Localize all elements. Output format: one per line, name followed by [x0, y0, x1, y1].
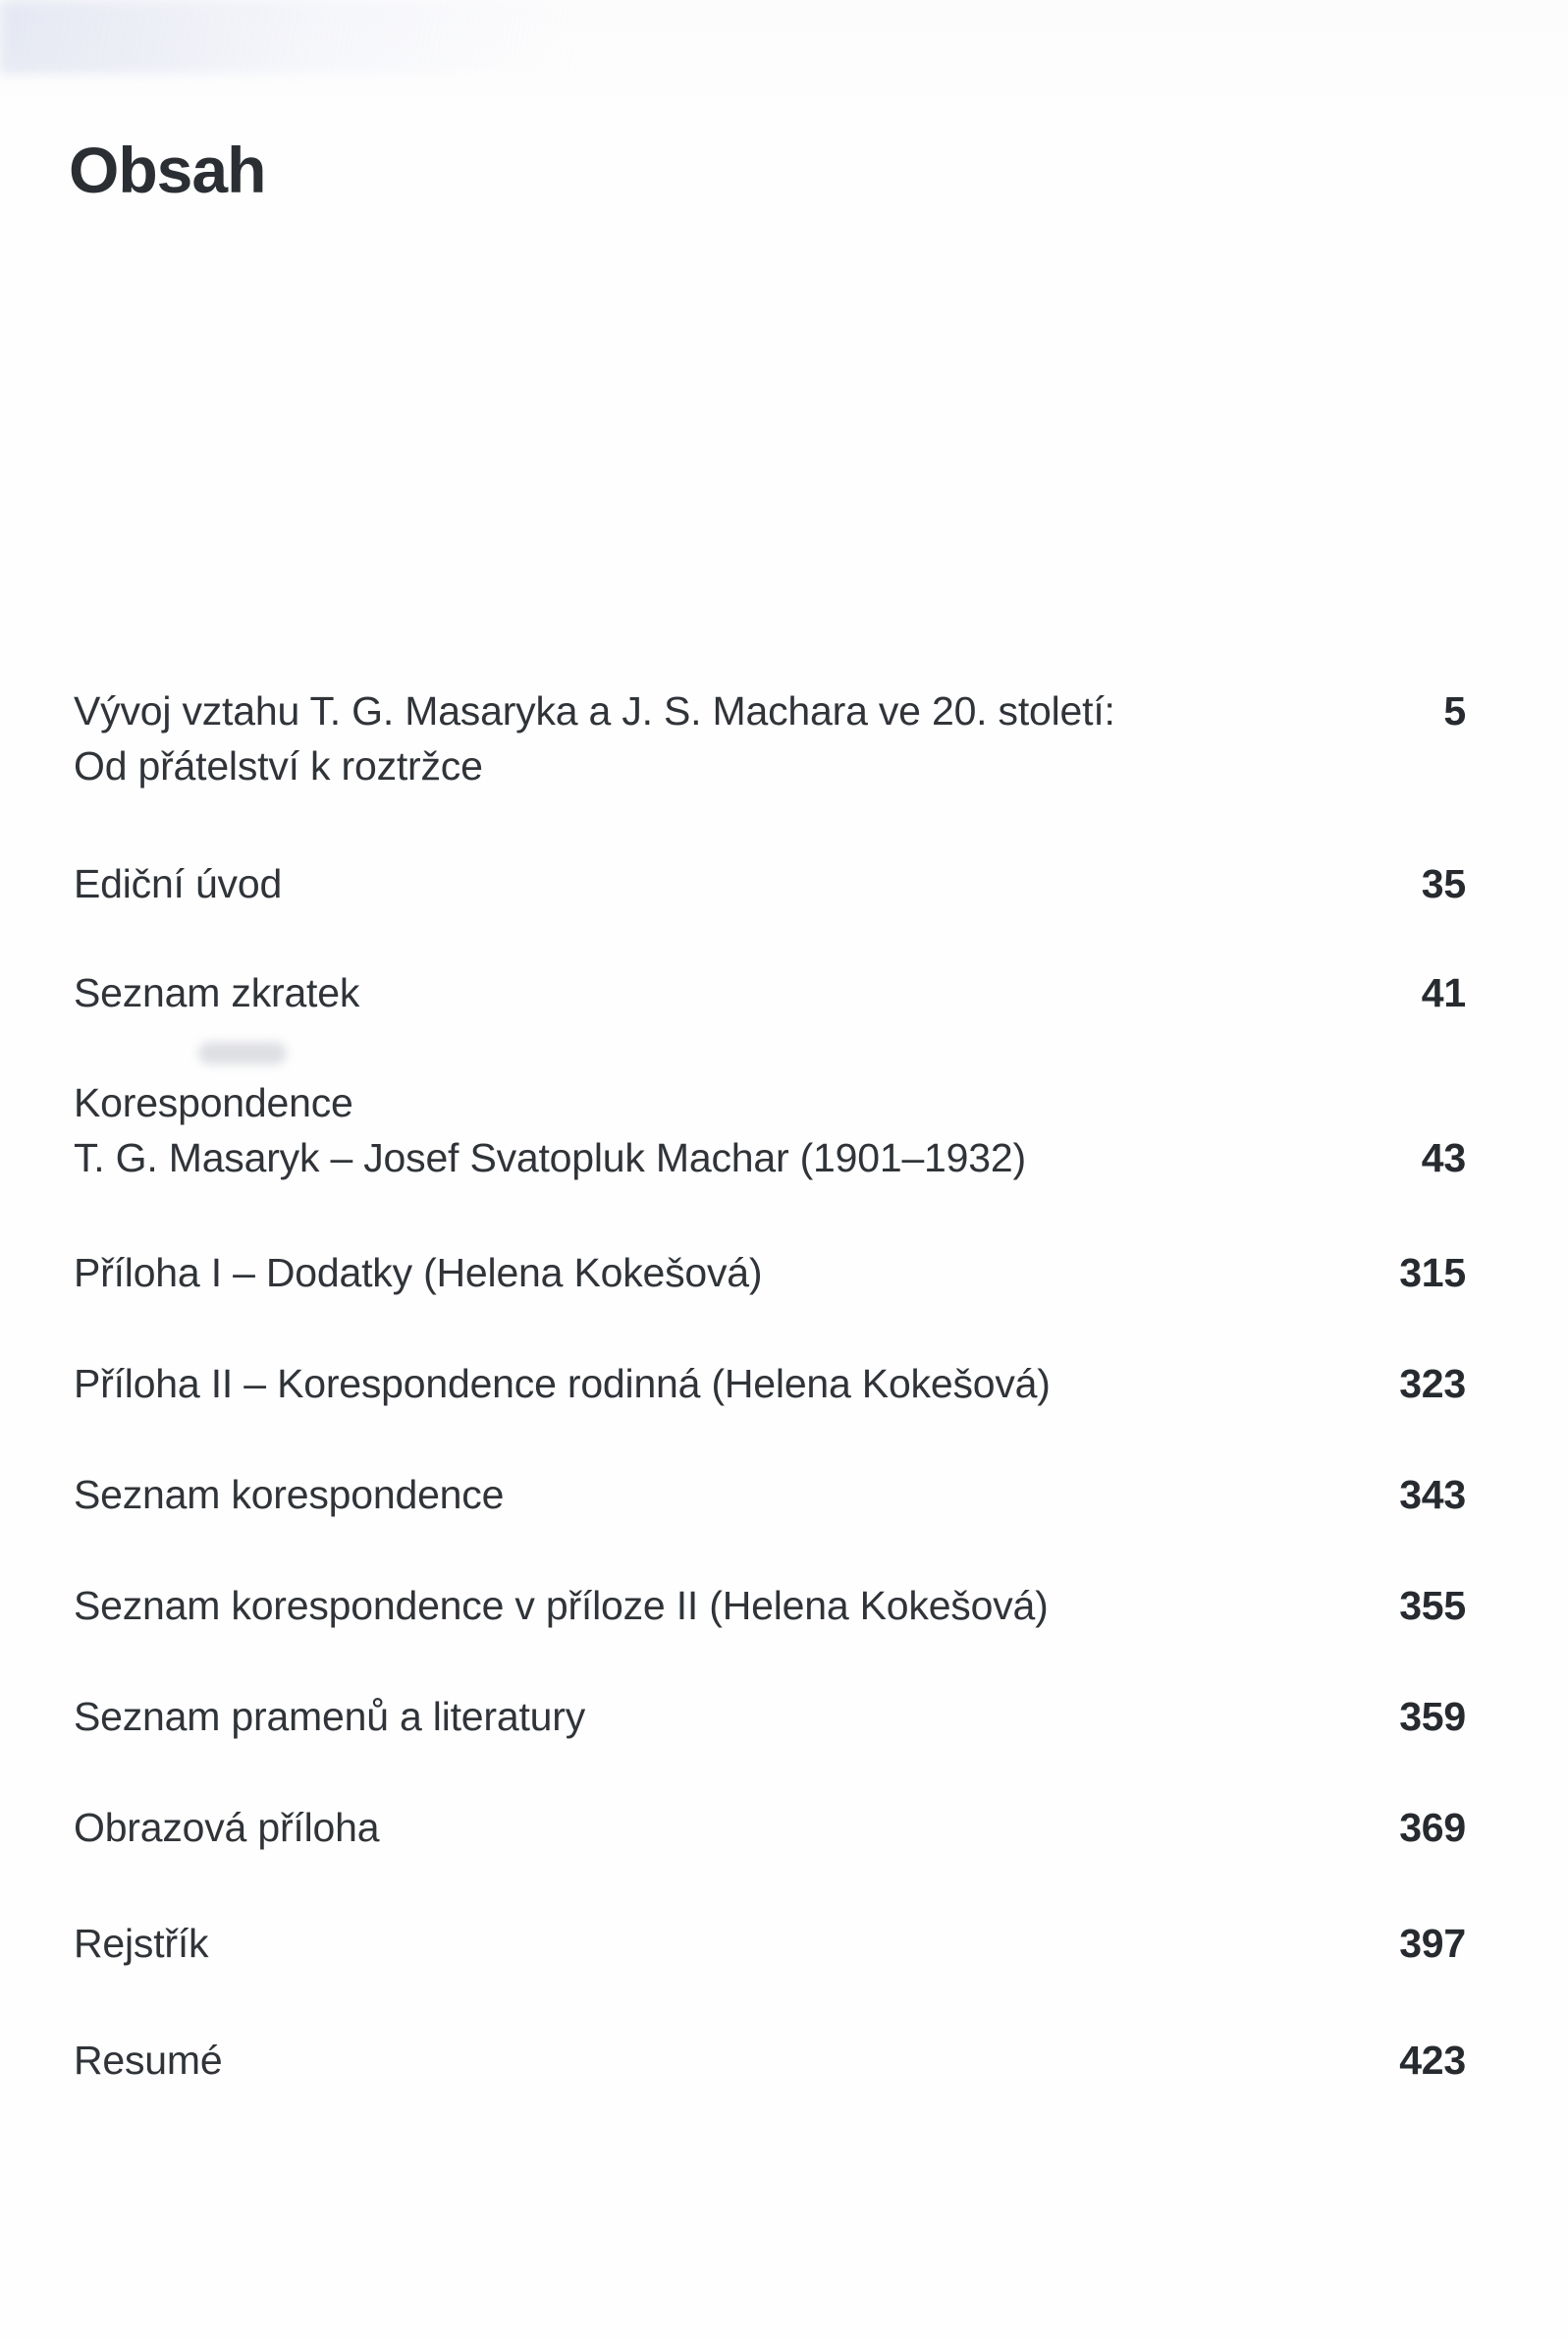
toc-entry — [74, 1578, 1466, 1633]
toc-entry-line: Rejstřík — [74, 1921, 209, 1966]
toc-entry — [74, 1467, 1466, 1522]
toc-entry-title — [74, 1245, 1466, 1300]
toc-entry-title — [74, 965, 1466, 1020]
toc-entry — [74, 1356, 1466, 1411]
toc-entry — [74, 1689, 1466, 1744]
toc-entry-title — [74, 1356, 1466, 1411]
toc-entry-line: Seznam zkratek — [74, 970, 360, 1015]
toc-entry-line: Korespondence — [74, 1080, 353, 1125]
toc-entry-line: Seznam korespondence v příloze II (Helena Kokešová) — [74, 1583, 1049, 1628]
toc-entry — [74, 683, 1466, 793]
toc-entry — [74, 856, 1466, 911]
toc-entry-page-number: 355 — [1399, 1583, 1466, 1628]
toc-entry — [74, 1245, 1466, 1300]
toc-entry-title — [74, 683, 1466, 793]
toc-entry-page-number: 369 — [1399, 1805, 1466, 1850]
toc-entry — [74, 965, 1466, 1020]
toc-entry-page-number: 323 — [1399, 1361, 1466, 1406]
toc-entry-line: Vývoj vztahu T. G. Masaryka a J. S. Machara ve 20. století: — [74, 688, 1115, 734]
toc-entry-line: Příloha II – Korespondence rodinná (Helena Kokešová) — [74, 1361, 1051, 1406]
toc-entry-page-number: 41 — [1421, 970, 1466, 1015]
toc-entry — [74, 1075, 1466, 1185]
toc-entry-line: Seznam pramenů a literatury — [74, 1694, 586, 1739]
toc-entry-line: Ediční úvod — [74, 861, 283, 906]
toc-entry-page-number: 43 — [1421, 1135, 1466, 1180]
toc-entry — [74, 1916, 1466, 1971]
toc-entry — [74, 1800, 1466, 1855]
toc-entry-title — [74, 1689, 1466, 1744]
page-title: Obsah — [69, 134, 266, 206]
toc-entry-title — [74, 1467, 1466, 1522]
toc-entry-title — [74, 1075, 1466, 1185]
toc-entry-page-number: 397 — [1399, 1921, 1466, 1966]
toc-entry-page-number: 359 — [1399, 1694, 1466, 1739]
toc-entry-line: T. G. Masaryk – Josef Svatopluk Machar (1901–1932) — [74, 1135, 1026, 1180]
toc-entry-line: Obrazová příloha — [74, 1805, 380, 1850]
toc-entry-line: Resumé — [74, 2038, 223, 2083]
toc-entry-title — [74, 1916, 1466, 1971]
toc-entry — [74, 2033, 1466, 2088]
toc-entry-page-number: 35 — [1421, 861, 1466, 906]
toc-entry-title — [74, 1578, 1466, 1633]
toc-entry-line: Od přátelství k roztržce — [74, 743, 483, 789]
toc-entry-title — [74, 1800, 1466, 1855]
toc-entry-title — [74, 2033, 1466, 2088]
toc-entry-line: Seznam korespondence — [74, 1472, 505, 1517]
toc-entry-line: Příloha I – Dodatky (Helena Kokešová) — [74, 1250, 763, 1295]
toc-entry-page-number: 5 — [1443, 688, 1466, 734]
toc-entry-page-number: 343 — [1399, 1472, 1466, 1517]
toc-entry-page-number: 423 — [1399, 2038, 1466, 2083]
toc-entry-title — [74, 856, 1466, 911]
toc-entry-page-number: 315 — [1399, 1250, 1466, 1295]
